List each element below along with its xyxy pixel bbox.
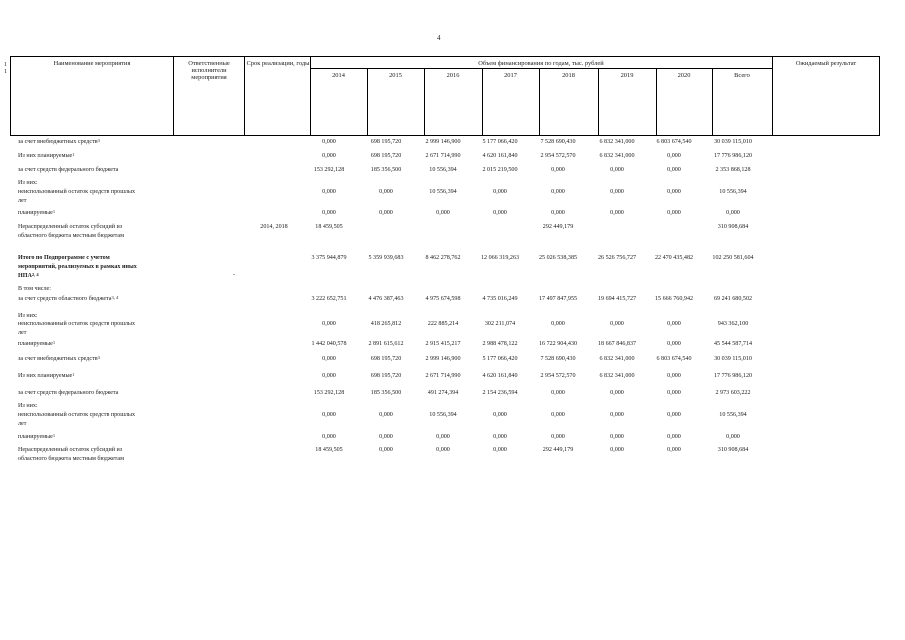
cell-value: 698 195,720 (370, 153, 402, 159)
row-label: областного бюджета местным бюджетам (18, 233, 124, 239)
cell-value: 0,000 (551, 210, 565, 216)
cell-value: 0,000 (493, 447, 507, 453)
table-row (0, 198, 905, 207)
footnote-ref: 1 (72, 152, 75, 157)
cell-value: 0,000 (667, 167, 681, 173)
cell-value: 0,000 (493, 189, 507, 195)
row-label: за счет средств областного бюджета$^{3, 4}$ (18, 295, 119, 302)
cell-value: 491 274,394 (427, 390, 459, 396)
header-year: 2014 (332, 72, 345, 79)
cell-value: 0,000 (610, 412, 624, 418)
table-row (0, 456, 905, 465)
cell-value: 0,000 (667, 390, 681, 396)
cell-value: 0,000 (322, 321, 336, 327)
header-year: 2017 (504, 72, 517, 79)
cell-value: 6 832 341,000 (599, 139, 635, 145)
cell-value: 17 497 847,955 (538, 296, 578, 302)
header-year: 2019 (620, 72, 634, 79)
cell-value: 2 671 714,990 (425, 153, 461, 159)
cell-value: 0,000 (379, 412, 393, 418)
table-row (0, 412, 905, 421)
cell-value: 6 832 341,000 (599, 356, 635, 362)
cell-total: 10 556,394 (719, 412, 747, 418)
footnote-ref: 3 (97, 355, 100, 360)
row-label: лет (18, 330, 27, 336)
cell-value: 6 803 674,540 (656, 356, 692, 362)
cell-value: 0,000 (667, 321, 681, 327)
footnote-ref: 1 (52, 340, 56, 345)
cell-value: 0,000 (610, 390, 624, 396)
table-row (0, 255, 905, 264)
cell-value: 0,000 (667, 210, 681, 216)
cell-value: 2 671 714,990 (425, 373, 461, 379)
row-label: областного бюджета местным бюджетам (18, 456, 124, 462)
cell-value: 0,000 (322, 139, 336, 145)
cell-value: 0,000 (551, 412, 565, 418)
cell-value: 2 015 219,500 (482, 167, 518, 173)
table-row (0, 447, 905, 456)
cell-value: 18 667 846,837 (597, 341, 637, 347)
row-label: неиспользованный остаток средств прошлых (18, 321, 136, 327)
left-margin-mark: 1 (4, 69, 7, 75)
cell-value: 292 449,179 (542, 447, 574, 453)
table-row (0, 356, 905, 365)
cell-value: 0,000 (493, 210, 507, 216)
table-row (0, 341, 905, 350)
table-row (0, 373, 905, 382)
cell-value: 19 694 415,727 (597, 296, 637, 302)
cell-value: 2 915 415,217 (425, 341, 461, 347)
cell-value: 0,000 (322, 356, 336, 362)
cell-value: 1 442 040,578 (311, 341, 347, 347)
cell-value: 18 459,505 (315, 447, 343, 453)
cell-total: 30 039 115,010 (714, 139, 752, 145)
row-label: Из них планируемые$^1$ (18, 152, 75, 159)
cell-value: 5 359 939,683 (368, 255, 404, 261)
cell-value: 0,000 (379, 210, 393, 216)
cell-value: 0,000 (322, 412, 336, 418)
row-label: за счет средств федерального бюджета (18, 167, 119, 173)
cell-value: 0,000 (610, 434, 624, 440)
cell-value: 0,000 (551, 167, 565, 173)
cell-total: 943 362,100 (717, 321, 749, 327)
cell-value: 10 556,394 (429, 189, 457, 195)
cell-value: 0,000 (667, 189, 681, 195)
row-label: Из них планируемые$^1$ (18, 372, 75, 379)
cell-value: 4 476 387,463 (368, 296, 404, 302)
cell-value: 698 195,720 (370, 139, 402, 145)
cell-value: 0,000 (322, 373, 336, 379)
cell-total: 69 241 680,502 (713, 296, 753, 302)
cell-total: 2 973 603,222 (715, 390, 751, 396)
cell-value: 0,000 (551, 189, 565, 195)
cell-value: 26 526 756,727 (597, 255, 637, 261)
cell-value: 0,000 (436, 434, 450, 440)
cell-value: 7 528 690,430 (540, 139, 576, 145)
table-row (0, 321, 905, 330)
cell-value: 3 375 944,879 (311, 255, 347, 261)
cell-value: 222 885,214 (427, 321, 459, 327)
cell-value: 418 265,812 (370, 321, 402, 327)
cell-value: 0,000 (667, 373, 681, 379)
cell-value: 2 954 572,570 (540, 153, 576, 159)
cell-value: 0,000 (551, 390, 565, 396)
cell-value: 0,000 (667, 412, 681, 418)
row-label: неиспользованный остаток средств прошлых (18, 189, 136, 195)
cell-value: 6 832 341,000 (599, 153, 635, 159)
table-row (0, 233, 905, 242)
cell-value: 698 195,720 (370, 356, 402, 362)
stray-mark: - (233, 272, 235, 278)
cell-value: 302 211,074 (484, 321, 516, 327)
table-row (0, 180, 905, 189)
cell-value: 6 803 674,540 (656, 139, 692, 145)
row-label: НПА$^{2, 4}$ (18, 272, 39, 279)
header-year: 2018 (562, 72, 575, 79)
cell-value: 0,000 (610, 321, 624, 327)
cell-value: 0,000 (379, 447, 393, 453)
row-label: за счет внебюджетных средств$^3$ (18, 355, 100, 362)
footnote-ref: 1 (72, 372, 75, 377)
cell-value: 6 832 341,000 (599, 373, 635, 379)
footnote-ref: 1 (52, 433, 56, 438)
cell-value: 3 222 652,751 (311, 296, 347, 302)
row-label: неиспользованный остаток средств прошлых (18, 412, 136, 418)
table-row (0, 153, 905, 162)
cell-value: 0,000 (436, 447, 450, 453)
cell-value: 0,000 (667, 447, 681, 453)
cell-value: 4 735 016,249 (482, 296, 518, 302)
row-label: планируемые$^1$ (18, 340, 56, 347)
cell-value: 10 556,394 (429, 167, 457, 173)
row-label: Нераспределенный остаток субсидий из (18, 447, 123, 453)
cell-value: 0,000 (493, 434, 507, 440)
table-row (0, 296, 905, 305)
cell-value: 698 195,720 (370, 373, 402, 379)
cell-value: 5 177 066,420 (482, 356, 518, 362)
cell-value: 2 999 146,900 (425, 356, 461, 362)
cell-value: 0,000 (551, 434, 565, 440)
cell-total: 0,000 (726, 434, 740, 440)
table-row (0, 210, 905, 219)
cell-total: 102 250 581,604 (712, 255, 754, 261)
header-responsible: Ответственные исполнители мероприятия (188, 60, 230, 82)
table-row (0, 330, 905, 339)
cell-total: 310 908,684 (717, 224, 749, 230)
cell-value: 185 356,500 (370, 167, 402, 173)
cell-value: 15 666 760,942 (654, 296, 694, 302)
cell-total: 0,000 (726, 210, 740, 216)
cell-value: 0,000 (322, 434, 336, 440)
cell-value: 0,000 (667, 434, 681, 440)
row-label: мероприятий, реализуемых в рамках иных (18, 264, 137, 270)
cell-value: 0,000 (322, 189, 336, 195)
header-year: 2020 (677, 72, 691, 79)
cell-total: 30 039 115,010 (714, 356, 752, 362)
cell-value: 0,000 (379, 189, 393, 195)
cell-value: 0,000 (610, 210, 624, 216)
cell-value: 12 066 319,263 (480, 255, 520, 261)
header-funding: Объем финансирования по годам, тыс. рублей (478, 60, 604, 67)
footnote-ref: 1 (52, 209, 56, 214)
cell-value: 5 177 066,420 (482, 139, 518, 145)
row-label: за счет внебюджетных средств$^3$ (18, 138, 100, 145)
table-row (0, 224, 905, 233)
cell-value: 4 620 161,840 (482, 153, 518, 159)
table-row (0, 403, 905, 412)
row-label: В том числе: (18, 286, 51, 292)
row-label: Из них: (18, 180, 38, 186)
cell-value: 0,000 (322, 153, 336, 159)
cell-value: 185 356,500 (370, 390, 402, 396)
header-year: 2015 (389, 72, 402, 79)
row-label: лет (18, 198, 27, 204)
cell-value: 0,000 (379, 434, 393, 440)
footnote-ref: 3, 4 (111, 295, 119, 300)
cell-value: 292 449,179 (542, 224, 574, 230)
funding-table-header (10, 56, 880, 136)
cell-value: 4 975 674,598 (425, 296, 461, 302)
cell-value: 4 620 161,840 (482, 373, 518, 379)
row-label: за счет средств федерального бюджета (18, 390, 119, 396)
cell-value: 2 891 615,612 (368, 341, 404, 347)
cell-total: 2 353 868,128 (715, 167, 751, 173)
row-label: планируемые$^1$ (18, 209, 56, 216)
cell-value: 0,000 (322, 210, 336, 216)
table-row (0, 189, 905, 198)
row-label: Из них: (18, 403, 38, 409)
cell-value: 25 026 538,385 (538, 255, 578, 261)
cell-total: 45 544 587,714 (713, 341, 753, 347)
cell-value: 0,000 (551, 321, 565, 327)
cell-value: 2 954 572,570 (540, 373, 576, 379)
table-row (0, 434, 905, 443)
row-label: Нераспределенный остаток субсидий из (18, 224, 123, 230)
header-year-total: Всего (734, 72, 750, 79)
cell-value: 153 292,128 (313, 390, 345, 396)
table-row (0, 139, 905, 148)
row-period: 2014, 2018 (260, 224, 288, 230)
left-margin-mark: 1 (4, 62, 7, 68)
cell-value: 0,000 (610, 167, 624, 173)
cell-value: 7 528 690,430 (540, 356, 576, 362)
cell-value: 0,000 (436, 210, 450, 216)
cell-value: 0,000 (667, 341, 681, 347)
cell-total: 17 776 986,120 (713, 373, 753, 379)
header-year: 2016 (446, 72, 460, 79)
cell-value: 2 154 236,594 (482, 390, 518, 396)
header-period: Срок реализации, годы (246, 60, 310, 67)
cell-value: 10 556,394 (429, 412, 457, 418)
row-label: планируемые$^1$ (18, 433, 56, 440)
footnote-ref: 3 (97, 138, 100, 143)
cell-value: 16 722 904,430 (538, 341, 578, 347)
table-row (0, 390, 905, 399)
cell-total: 10 556,394 (719, 189, 747, 195)
row-label: Итого по Подпрограмме с учетом (18, 255, 110, 261)
cell-value: 153 292,128 (313, 167, 345, 173)
row-label: Из них: (18, 313, 38, 319)
table-row (0, 273, 905, 282)
cell-value: 0,000 (610, 189, 624, 195)
cell-value: 18 459,505 (315, 224, 343, 230)
cell-value: 0,000 (493, 412, 507, 418)
row-label: лет (18, 421, 27, 427)
cell-value: 0,000 (610, 447, 624, 453)
table-row (0, 167, 905, 176)
table-row (0, 421, 905, 430)
cell-total: 310 908,684 (717, 447, 749, 453)
cell-value: 2 999 146,900 (425, 139, 461, 145)
table-row (0, 286, 905, 295)
cell-value: 8 462 278,762 (425, 255, 461, 261)
cell-value: 22 470 435,482 (654, 255, 694, 261)
header-name: Наименование мероприятия (53, 60, 131, 67)
table-row (0, 264, 905, 273)
header-result: Ожидаемый результат (795, 60, 857, 67)
cell-value: 2 988 478,122 (482, 341, 518, 347)
footnote-ref: 2, 4 (31, 272, 39, 277)
page-number: 4 (437, 34, 441, 42)
cell-value: 0,000 (667, 153, 681, 159)
cell-total: 17 776 986,120 (713, 153, 753, 159)
